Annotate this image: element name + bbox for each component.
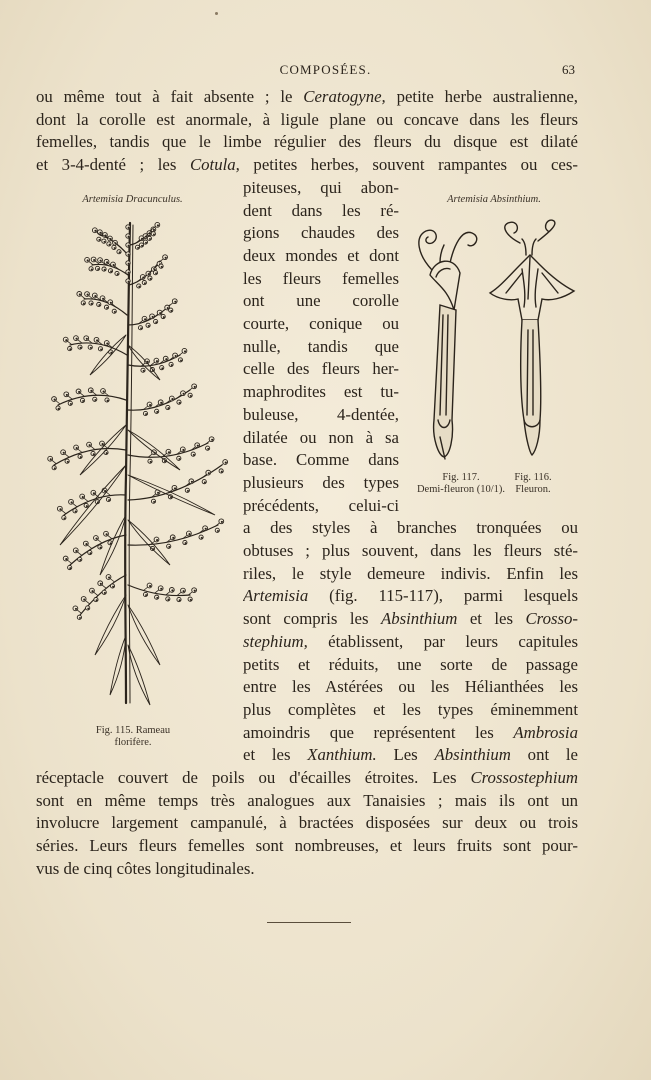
fig115-caption <box>68 725 198 749</box>
fig116-117-species-label: Artemisia Absinthium. <box>447 194 541 205</box>
text-line: amoindris que représentent les Ambrosia <box>243 722 578 742</box>
text-line: ont une corolle <box>243 291 399 311</box>
text-line: nulle, tandis que <box>243 336 399 356</box>
text-line: courte, conique ou <box>243 314 399 333</box>
text-line: plus complètes et les types éminemment <box>243 699 578 719</box>
text-line: a des styles à branches tronquées ou <box>243 518 578 538</box>
text-line: femelles, tandis que le limbe régulier des fleurs du disque est dilaté <box>36 132 578 152</box>
text-line: sont compris les Absinthium et les Crosso- <box>243 609 578 629</box>
text-line: base. Comme dans <box>243 450 399 470</box>
fig115-caption-line2: florifère. <box>114 737 152 748</box>
text-line: riles, le style demeure indivis. Enfin les <box>243 563 578 583</box>
fig117-label: Demi-fleuron (10/1). <box>416 484 506 495</box>
text-line: piteuses, qui abon- <box>243 177 399 197</box>
text-line: réceptacle couvert de poils ou d'écailles étroites. Les Crossostephium <box>36 768 578 787</box>
text-line: maphrodites est tu- <box>243 382 399 402</box>
fig117-demi-fleuron-drawing <box>410 215 490 465</box>
fig115-species-label: Artemisia Dracunculus. <box>82 194 183 205</box>
text-line: dent dans les ré- <box>243 200 399 220</box>
text-line: entre les Astérées ou les Hélianthées les <box>243 677 578 697</box>
fig115-illustration <box>40 215 230 715</box>
text-line: plusieurs des types <box>243 472 399 492</box>
text-line: gions chaudes des <box>243 223 399 243</box>
text-line: dont la corolle est anormale, à ligule plane ou concave dans les fleurs <box>36 109 578 129</box>
page-title: COMPOSÉES. <box>279 62 372 77</box>
text-line: ou même tout à fait absente ; le Ceratogyne, petite herbe australienne, <box>36 87 578 106</box>
text-line: involucre largement campanulé, à bractées disposées sur deux ou trois <box>36 813 578 833</box>
text-line: les fleurs femelles <box>243 268 399 288</box>
fig115-caption-line1: Fig. 115. Rameau <box>95 725 171 736</box>
text-line: séries. Leurs fleurs femelles sont nombreuses, et leurs fruits sont pour- <box>36 836 578 856</box>
text-line: petits et réduits, une sorte de passage <box>243 654 578 674</box>
fig117-number: Fig. 117. <box>442 472 480 483</box>
fig116-label: Fleuron. <box>515 484 551 495</box>
text-line: celle des fleurs her- <box>243 359 399 379</box>
text-line: et les Xanthium. Les Absinthium ont le <box>243 745 578 765</box>
text-line: précédents, celui-ci <box>243 495 399 515</box>
running-header <box>0 62 651 80</box>
fig116-number: Fig. 116. <box>514 472 552 483</box>
fig117-caption <box>416 472 506 496</box>
text-line: dilatée ou non à sa <box>243 427 399 447</box>
page-number: 63 <box>562 62 575 77</box>
text-line: obtuses ; plus souvent, dans les fleurs sté- <box>243 541 578 560</box>
text-line: vus de cinq côtes longitudinales. <box>36 858 255 878</box>
page-speck <box>215 12 218 15</box>
text-line: sont en même temps très analogues aux Tanaisies ; mais ils ont un <box>36 790 578 810</box>
text-line: deux mondes et dont <box>243 245 399 265</box>
text-line: et 3-4-denté ; les Cotula, petites herbes, souvent rampantes ou ces- <box>36 155 578 175</box>
fig116-caption <box>502 472 564 496</box>
text-line: stephium, établissent, par leurs capitules <box>243 631 578 651</box>
text-line: Artemisia (fig. 115-117), parmi lesquels <box>243 586 578 606</box>
fig116-fleuron-drawing <box>486 215 578 465</box>
closing-rule <box>267 922 351 923</box>
text-line: buleuse, 4-dentée, <box>243 404 399 424</box>
